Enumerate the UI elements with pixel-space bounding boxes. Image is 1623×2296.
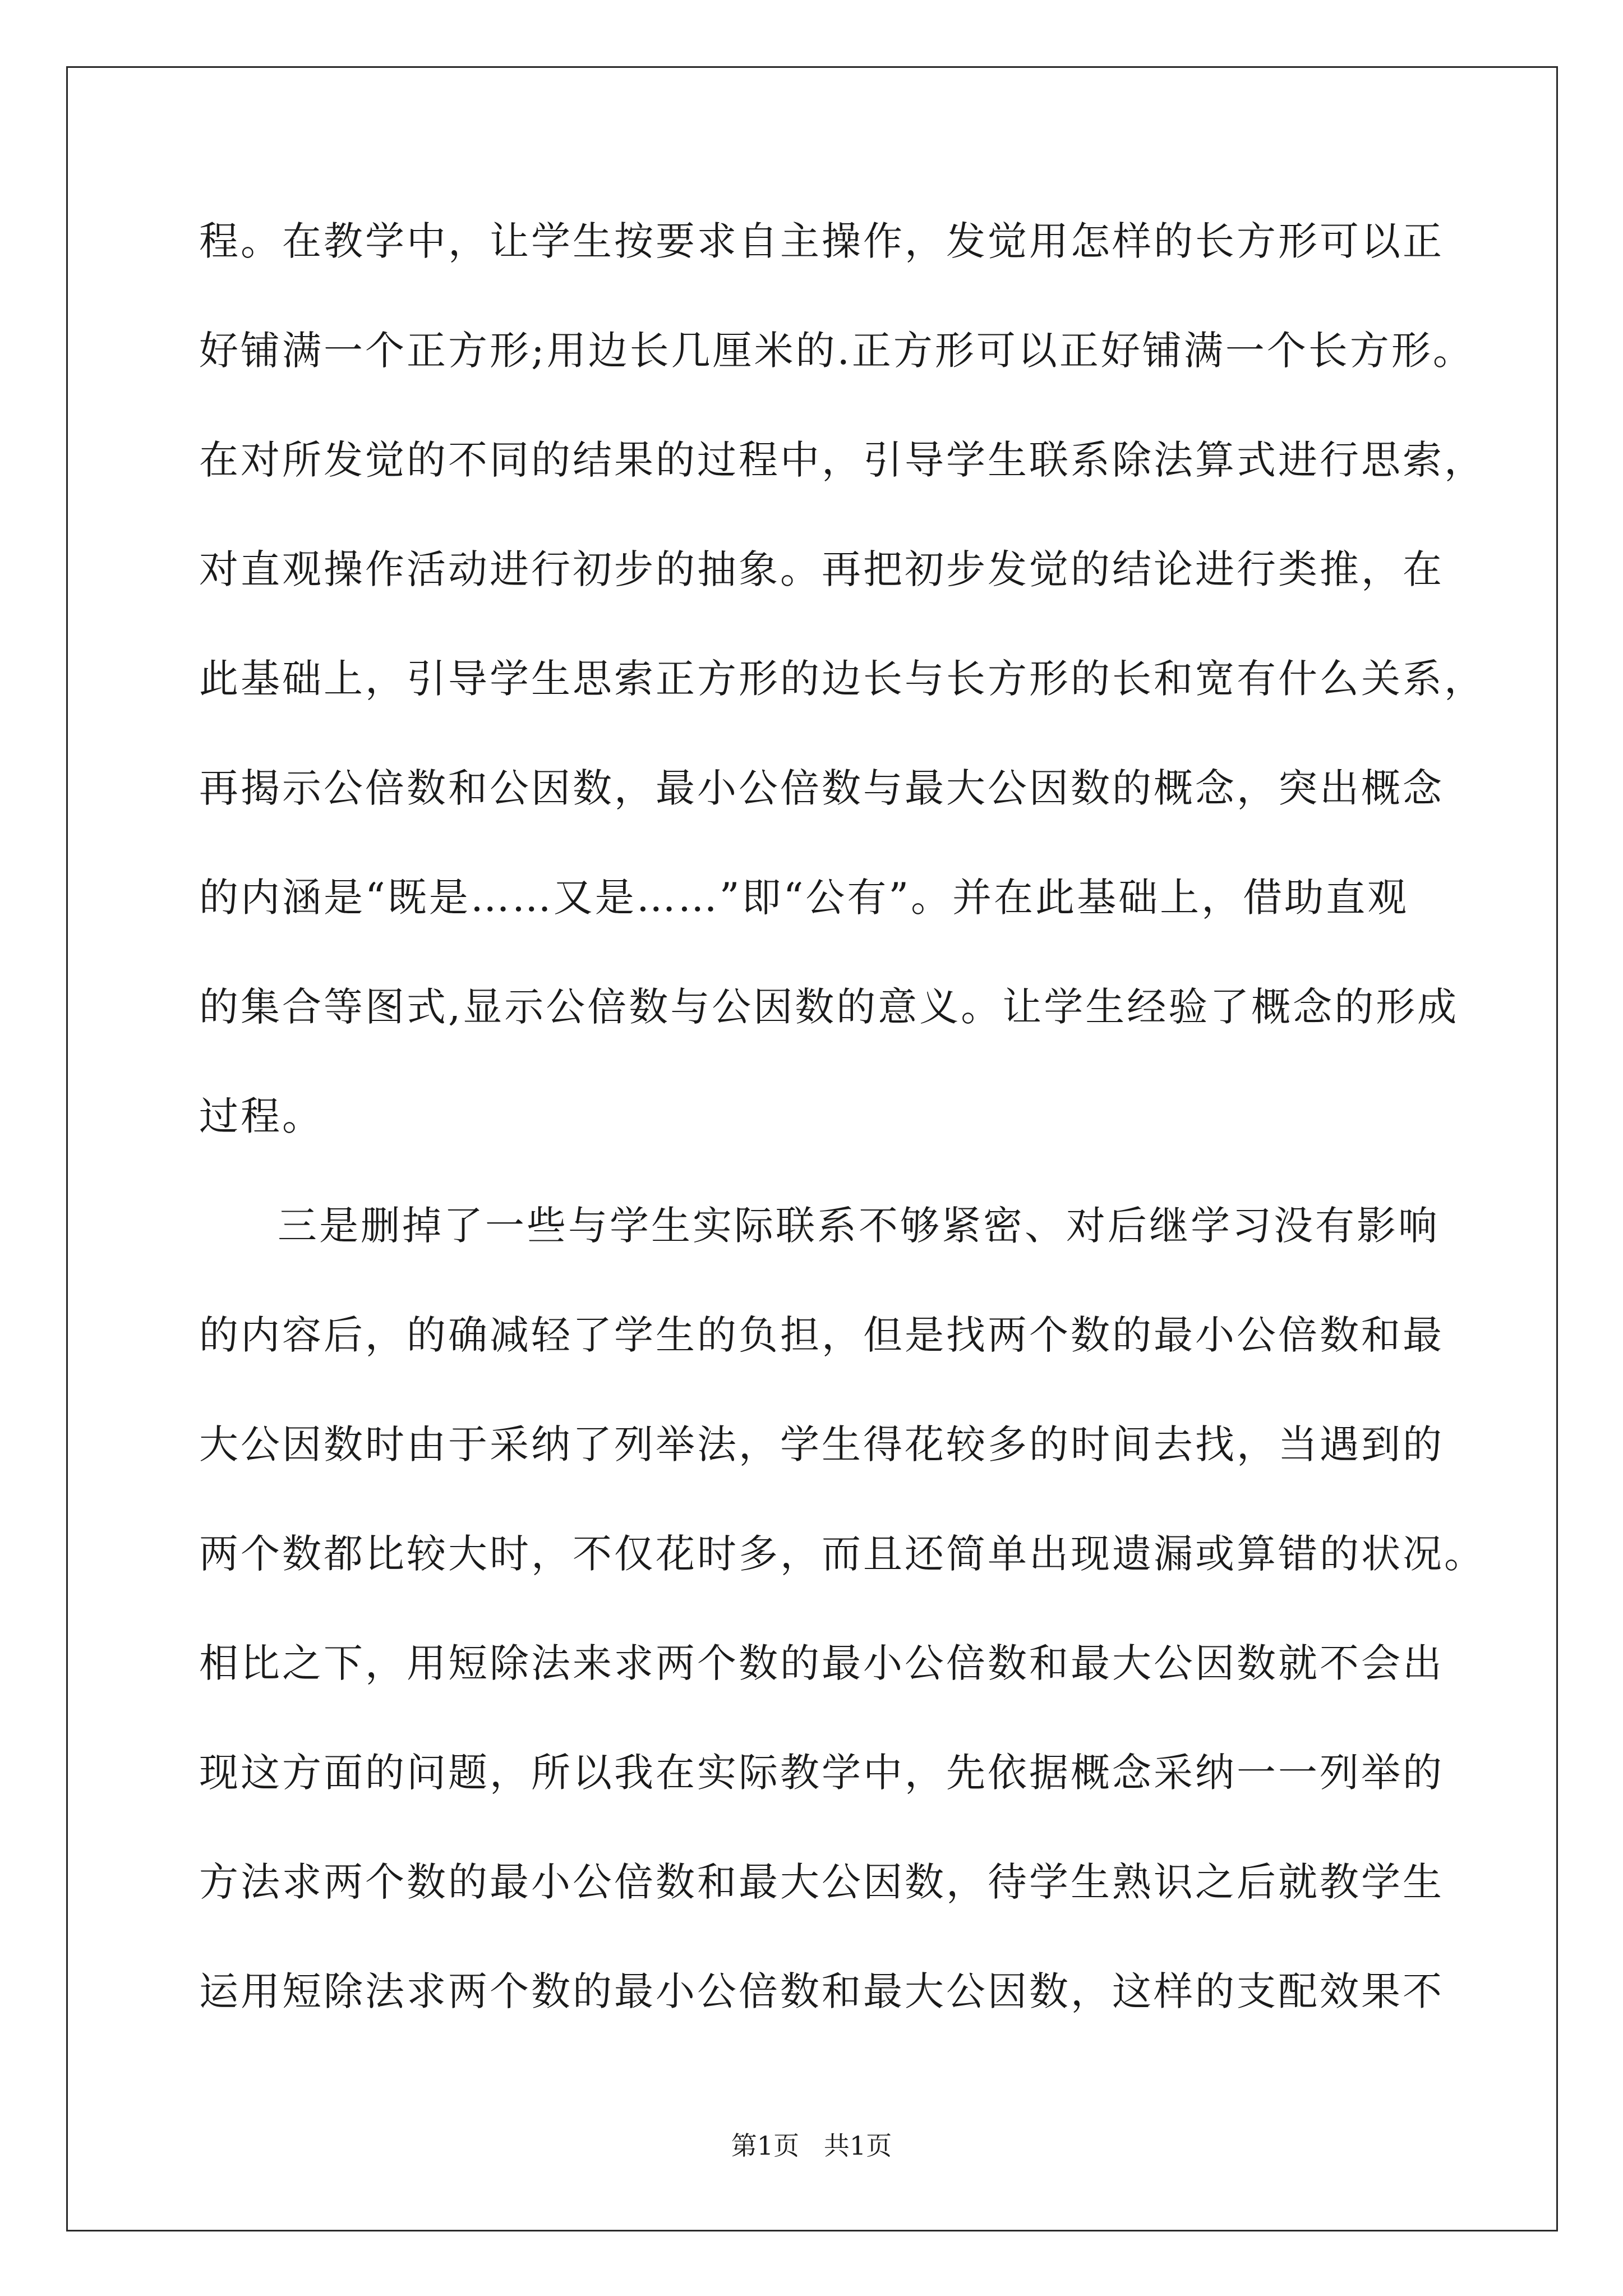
text-line: 在对所发觉的不同的结果的过程中，引导学生联系除法算式进行思索， xyxy=(199,437,1486,483)
page-footer: 第1页 共1页 xyxy=(731,2131,892,2161)
paragraph-start-line: 三是删掉了一些与学生实际联系不够紧密、对后继学习没有影响 xyxy=(278,1203,1440,1249)
text-line: 的集合等图式,显示公倍数与公因数的意义。让学生经验了概念的形成 xyxy=(199,984,1459,1030)
text-line: 的内涵是“既是……又是……”即“公有”。并在此基础上，借助直观 xyxy=(199,875,1409,921)
text-line: 大公因数时由于采纳了列举法，学生得花较多的时间去找，当遇到的 xyxy=(199,1421,1444,1467)
text-line: 对直观操作活动进行初步的抽象。再把初步发觉的结论进行类推，在 xyxy=(199,546,1444,592)
text-line: 两个数都比较大时，不仅花时多，而且还简单出现遗漏或算错的状况。 xyxy=(199,1531,1486,1577)
text-line: 再揭示公倍数和公因数，最小公倍数与最大公因数的概念，突出概念 xyxy=(199,765,1444,811)
text-line: 此基础上，引导学生思索正方形的边长与长方形的长和宽有什么关系， xyxy=(199,656,1486,702)
text-line: 方法求两个数的最小公倍数和最大公因数，待学生熟识之后就教学生 xyxy=(199,1859,1444,1905)
text-line: 运用短除法求两个数的最小公倍数和最大公因数，这样的支配效果不 xyxy=(199,1968,1444,2014)
text-line: 好铺满一个正方形;用边长几厘米的.正方形可以正好铺满一个长方形。 xyxy=(199,328,1474,374)
text-line: 的内容后，的确减轻了学生的负担，但是找两个数的最小公倍数和最 xyxy=(199,1312,1444,1358)
text-line: 过程。 xyxy=(199,1093,324,1139)
text-line: 相比之下，用短除法来求两个数的最小公倍数和最大公因数就不会出 xyxy=(199,1640,1444,1686)
text-line: 程。在教学中，让学生按要求自主操作，发觉用怎样的长方形可以正 xyxy=(199,218,1444,264)
text-line: 现这方面的问题，所以我在实际教学中，先依据概念采纳一一列举的 xyxy=(199,1750,1444,1796)
